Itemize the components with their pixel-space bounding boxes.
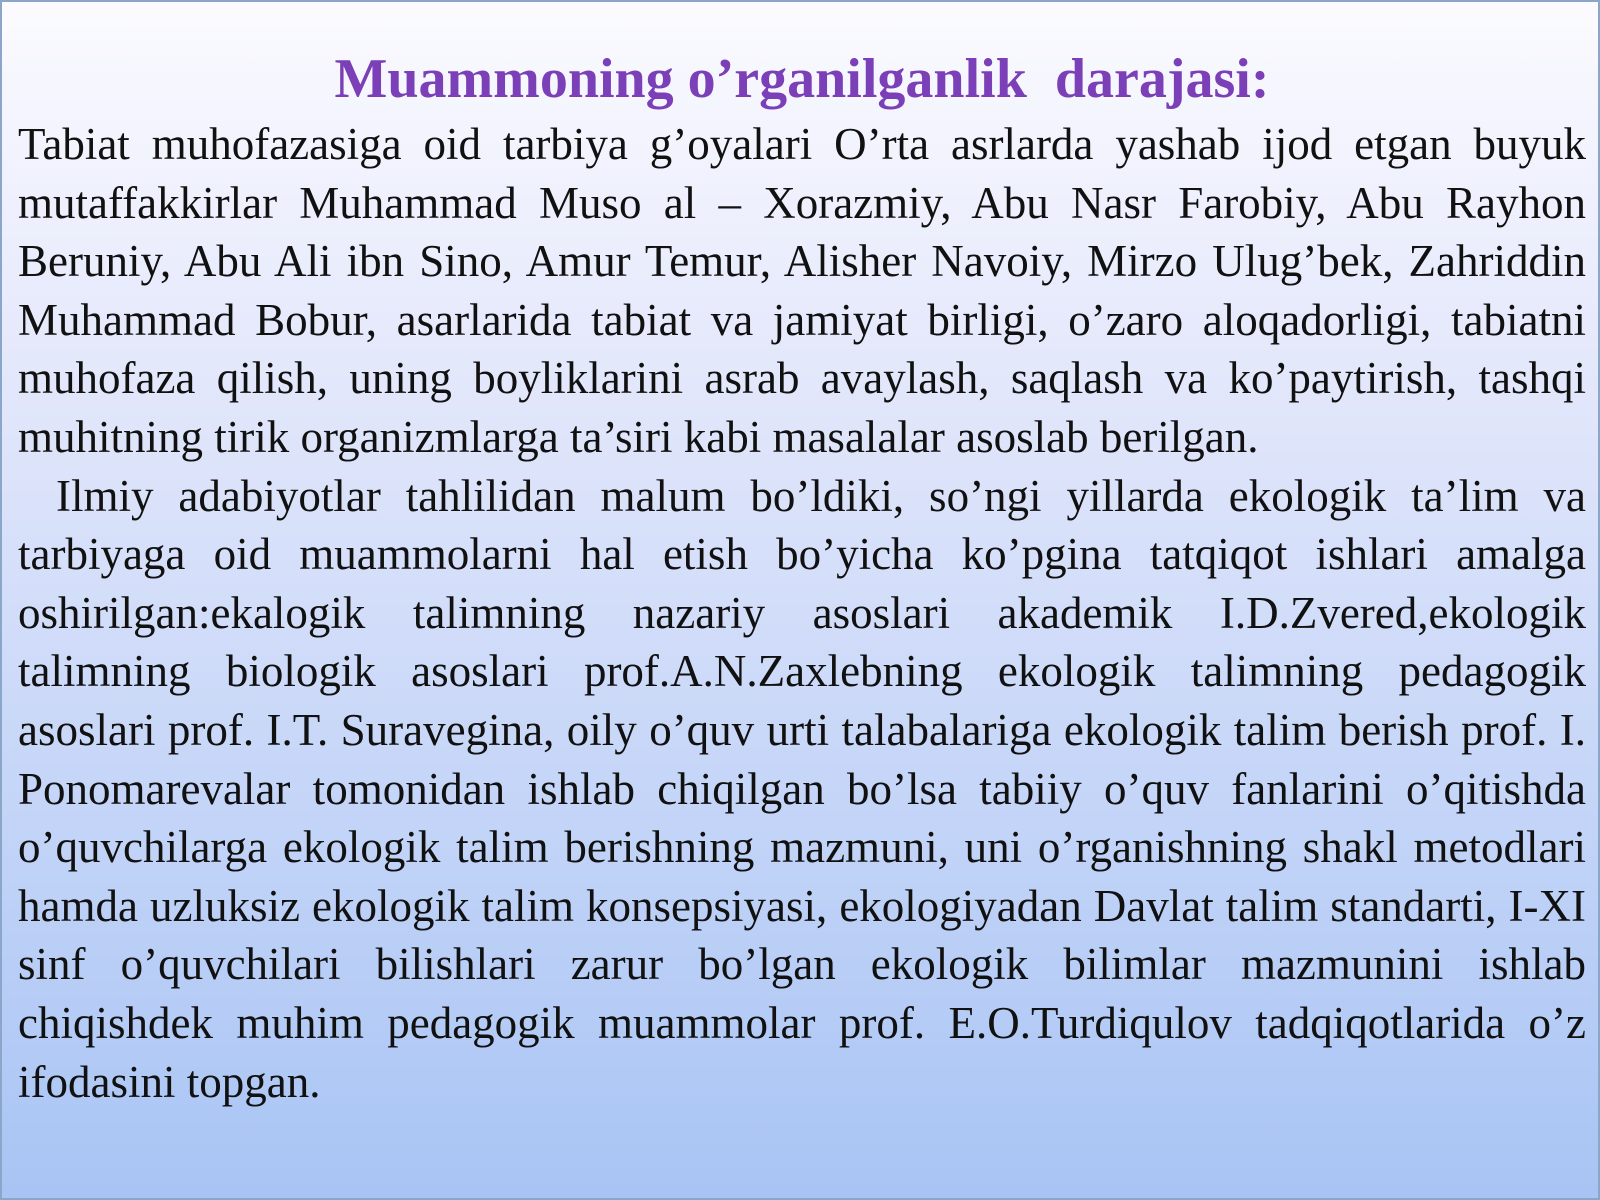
paragraph-2: Ilmiy adabiyotlar tahlilidan malum bo’ldiki, so’ngi yillarda ekologik ta’lim va tarbiyaga oid muammolarni hal etish bo’yicha ko’pgina tatqiqot ishlari amalga oshirilgan:ekalogik talimning nazariy asoslari akademik I.D.Zvered,ekologik talimning biologik asoslari prof.A.N.Zaxlebning ekologik talimning pedagogik asoslari prof. I.T. Suravegina, oily o’quv urti talabalariga ekologik talim berish prof. I. Ponomarevalar tomonidan ishlab chiqilgan bo’lsa tabiiy o’quv fanlarini o’qitishda o’quvchilarga ekologik talim berishning mazmuni, uni o’rganishning shakl metodlari hamda uzluksiz ekologik talim konsepsiyasi, ekologiyadan Davlat talim standarti, I-XI sinf o’quvchilari bilishlari zarur bo’lgan ekologik bilimlar mazmunini ishlab chiqishdek muhim pedagogik muammolar prof. E.O.Turdiqulov tadqiqotlarida o’z ifodasini topgan. (18, 470, 1586, 1107)
paragraph-1: Tabiat muhofazasiga oid tarbiya g’oyalari O’rta asrlarda yashab ijod etgan buyuk mutaffakkirlar Muhammad Muso al – Xorazmiy, Abu Nasr Farobiy, Abu Rayhon Beruniy, Abu Ali ibn Sino, Amur Temur, Alisher Navoiy, Mirzo Ulug’bek, Zahriddin Muhammad Bobur, asarlarida tabiat va jamiyat birligi, o’zaro aloqadorligi, tabiatni muhofaza qilish, uning boyliklarini asrab avaylash, saqlash va ko’paytirish, tashqi muhitning tirik organizmlarga ta’siri kabi masalalar asoslab berilgan. (18, 119, 1586, 462)
slide-title: Muammoning o’rganilganlik darajasi: (334, 48, 1270, 110)
slide-body (18, 115, 1586, 1111)
